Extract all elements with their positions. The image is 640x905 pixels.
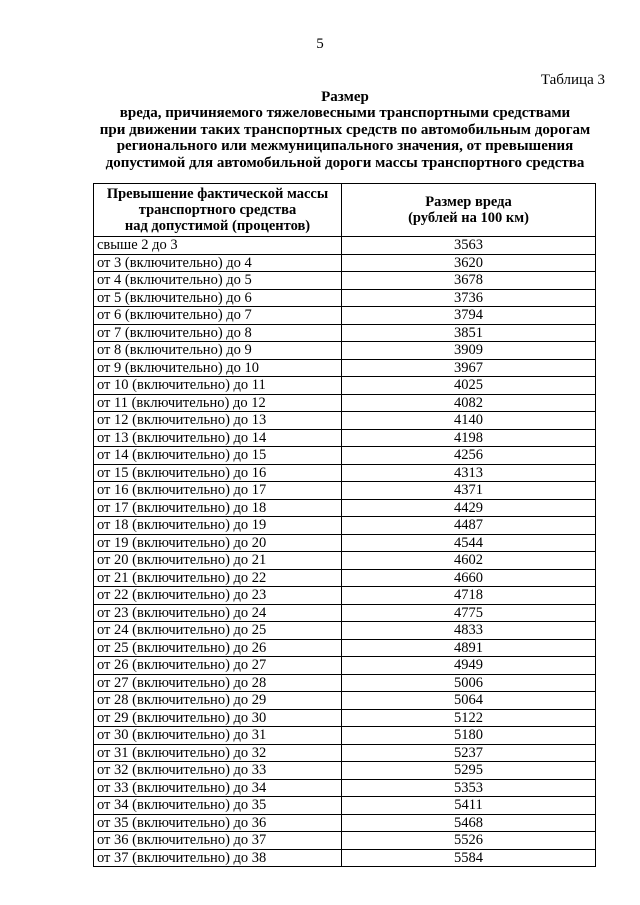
table-row [94, 604, 596, 622]
value-cell: 4198 [342, 429, 596, 447]
value-cell: 3909 [342, 342, 596, 360]
range-cell: от 26 (включительно) до 27 [94, 657, 342, 675]
value-cell: 4256 [342, 447, 596, 465]
range-cell: от 12 (включительно) до 13 [94, 412, 342, 430]
value-cell: 4313 [342, 464, 596, 482]
value-cell: 5411 [342, 797, 596, 815]
value-cell: 3678 [342, 272, 596, 290]
value-cell: 5006 [342, 674, 596, 692]
table-row [94, 342, 596, 360]
table-row [94, 674, 596, 692]
table-row [94, 377, 596, 395]
table-row [94, 622, 596, 640]
header-damage-amount [342, 184, 596, 237]
range-cell: от 15 (включительно) до 16 [94, 464, 342, 482]
table-row [94, 849, 596, 867]
value-cell: 4544 [342, 534, 596, 552]
table-row [94, 569, 596, 587]
table-row [94, 412, 596, 430]
range-cell: от 14 (включительно) до 15 [94, 447, 342, 465]
value-cell: 4487 [342, 517, 596, 535]
value-cell: 3620 [342, 254, 596, 272]
range-cell: от 9 (включительно) до 10 [94, 359, 342, 377]
title-line: Размер [321, 89, 369, 105]
range-cell: от 11 (включительно) до 12 [94, 394, 342, 412]
table-row [94, 307, 596, 325]
table-row [94, 639, 596, 657]
value-cell: 3736 [342, 289, 596, 307]
title-line: при движении таких транспортных средств по автомобильным дорогам [99, 121, 591, 138]
header-line: Размер вреда [425, 194, 512, 210]
table-row [94, 324, 596, 342]
range-cell: от 36 (включительно) до 37 [94, 832, 342, 850]
range-cell: от 37 (включительно) до 38 [94, 849, 342, 867]
range-cell: от 23 (включительно) до 24 [94, 604, 342, 622]
table-row [94, 762, 596, 780]
range-cell: от 13 (включительно) до 14 [94, 429, 342, 447]
value-cell: 4718 [342, 587, 596, 605]
value-cell: 5295 [342, 762, 596, 780]
table-row [94, 289, 596, 307]
header-excess-mass [94, 184, 342, 237]
title-line: допустимой для автомобильной дороги массы транспортного средства [105, 154, 585, 171]
value-cell: 4025 [342, 377, 596, 395]
page-number: 5 [316, 36, 324, 52]
table-row [94, 797, 596, 815]
range-cell: от 22 (включительно) до 23 [94, 587, 342, 605]
value-cell: 4429 [342, 499, 596, 517]
table-body [94, 237, 596, 867]
range-cell: от 18 (включительно) до 19 [94, 517, 342, 535]
value-cell: 5584 [342, 849, 596, 867]
range-cell: от 21 (включительно) до 22 [94, 569, 342, 587]
range-cell: от 25 (включительно) до 26 [94, 639, 342, 657]
range-cell: от 33 (включительно) до 34 [94, 779, 342, 797]
range-cell: от 32 (включительно) до 33 [94, 762, 342, 780]
table-row [94, 237, 596, 255]
header-line: транспортного средства [138, 202, 297, 218]
table-row [94, 709, 596, 727]
table-row [94, 517, 596, 535]
range-cell: от 10 (включительно) до 11 [94, 377, 342, 395]
value-cell: 4140 [342, 412, 596, 430]
value-cell: 5353 [342, 779, 596, 797]
range-cell: от 7 (включительно) до 8 [94, 324, 342, 342]
table-row [94, 534, 596, 552]
range-cell: от 19 (включительно) до 20 [94, 534, 342, 552]
value-cell: 4833 [342, 622, 596, 640]
value-cell: 4082 [342, 394, 596, 412]
value-cell: 4775 [342, 604, 596, 622]
table-row [94, 447, 596, 465]
value-cell: 3967 [342, 359, 596, 377]
table-row [94, 587, 596, 605]
range-cell: от 17 (включительно) до 18 [94, 499, 342, 517]
table-header-row [94, 184, 596, 237]
value-cell: 5526 [342, 832, 596, 850]
range-cell: свыше 2 до 3 [94, 237, 342, 255]
table-row [94, 394, 596, 412]
title-line: регионального или межмуниципального значения, от превышения [116, 138, 574, 155]
range-cell: от 35 (включительно) до 36 [94, 814, 342, 832]
range-cell: от 31 (включительно) до 32 [94, 744, 342, 762]
range-cell: от 16 (включительно) до 17 [94, 482, 342, 500]
header-line: над допустимой (процентов) [124, 218, 311, 234]
table-row [94, 657, 596, 675]
range-cell: от 24 (включительно) до 25 [94, 622, 342, 640]
table-title [50, 89, 640, 171]
value-cell: 5237 [342, 744, 596, 762]
range-cell: от 8 (включительно) до 9 [94, 342, 342, 360]
table-row [94, 744, 596, 762]
range-cell: от 34 (включительно) до 35 [94, 797, 342, 815]
table-row [94, 692, 596, 710]
table-row [94, 779, 596, 797]
value-cell: 4602 [342, 552, 596, 570]
table-row [94, 272, 596, 290]
table-row [94, 814, 596, 832]
value-cell: 4891 [342, 639, 596, 657]
value-cell: 5468 [342, 814, 596, 832]
header-line: Превышение фактической массы [106, 186, 329, 202]
value-cell: 4660 [342, 569, 596, 587]
table-row [94, 499, 596, 517]
table-label: Таблица 3 [540, 72, 605, 88]
header-line: (рублей на 100 км) [408, 210, 529, 226]
range-cell: от 5 (включительно) до 6 [94, 289, 342, 307]
range-cell: от 4 (включительно) до 5 [94, 272, 342, 290]
table-row [94, 482, 596, 500]
range-cell: от 20 (включительно) до 21 [94, 552, 342, 570]
value-cell: 4371 [342, 482, 596, 500]
table-row [94, 359, 596, 377]
table-row [94, 552, 596, 570]
range-cell: от 30 (включительно) до 31 [94, 727, 342, 745]
value-cell: 3794 [342, 307, 596, 325]
range-cell: от 27 (включительно) до 28 [94, 674, 342, 692]
value-cell: 5122 [342, 709, 596, 727]
value-cell: 3563 [342, 237, 596, 255]
range-cell: от 29 (включительно) до 30 [94, 709, 342, 727]
title-line: вреда, причиняемого тяжеловесными транспортными средствами [119, 105, 571, 122]
value-cell: 4949 [342, 657, 596, 675]
range-cell: от 3 (включительно) до 4 [94, 254, 342, 272]
range-cell: от 6 (включительно) до 7 [94, 307, 342, 325]
value-cell: 3851 [342, 324, 596, 342]
table-row [94, 464, 596, 482]
value-cell: 5064 [342, 692, 596, 710]
table-row [94, 832, 596, 850]
table-row [94, 727, 596, 745]
table-row [94, 254, 596, 272]
value-cell: 5180 [342, 727, 596, 745]
damage-table [93, 183, 596, 867]
table-row [94, 429, 596, 447]
range-cell: от 28 (включительно) до 29 [94, 692, 342, 710]
